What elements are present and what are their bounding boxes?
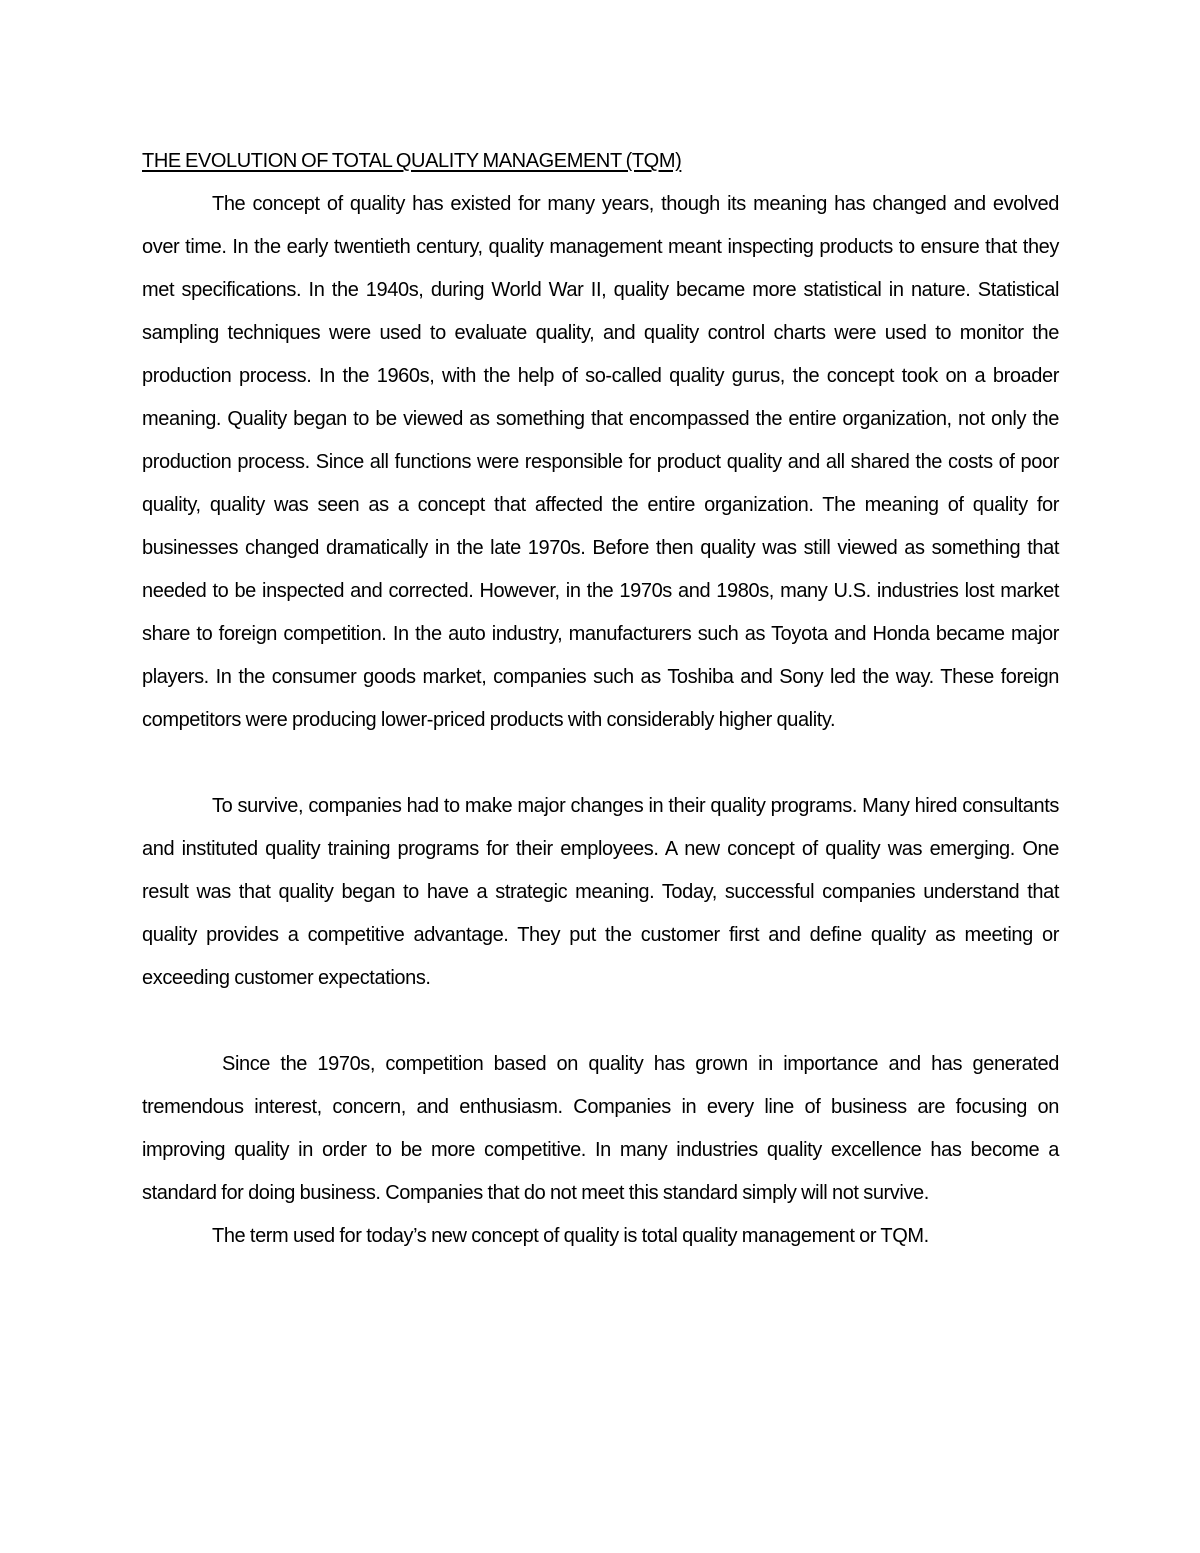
- document-title: THE EVOLUTION OF TOTAL QUALITY MANAGEMENT (TQM): [142, 150, 682, 172]
- document-body: [142, 140, 1059, 1258]
- paragraph-tqm-definition: The term used for today’s new concept of quality is total quality management or TQM.: [212, 1225, 929, 1247]
- paragraph-survival: To survive, companies had to make major changes in their quality programs. Many hired consultants and instituted quality training programs for their employees. A new concept of quality was emerging. One result was that quality began to have a strategic meaning. Today, successful companies understand that quality provides a competitive advantage. They put the customer first and define quality as meeting or exceeding customer expectations.: [142, 795, 1059, 989]
- paragraph-competition: Since the 1970s, competition based on quality has grown in importance and has generated tremendous interest, concern, and enthusiasm. Companies in every line of business are focusing on improving quality in order to be more competitive. In many industries quality excellence has become a standard for doing business. Companies that do not meet this standard simply will not survive.: [142, 1053, 1059, 1204]
- paragraph-history: The concept of quality has existed for many years, though its meaning has changed and evolved over time. In the early twentieth century, quality management meant inspecting products to ensure that they met specifications. In the 1940s, during World War II, quality became more statistical in nature. Statistical sampling techniques were used to evaluate quality, and quality control charts were used to monitor the production process. In the 1960s, with the help of so-called quality gurus, the concept took on a broader meaning. Quality began to be viewed as something that encompassed the entire organization, not only the production process. Since all functions were responsible for product quality and all shared the costs of poor quality, quality was seen as a concept that affected the entire organization. The meaning of quality for businesses changed dramatically in the late 1970s. Before then quality was still viewed as something that needed to be inspected and corrected. However, in the 1970s and 1980s, many U.S. industries lost market share to foreign competition. In the auto industry, manufacturers such as Toyota and Honda became major players. In the consumer goods market, companies such as Toshiba and Sony led the way. These foreign competitors were producing lower-priced products with considerably higher quality.: [142, 193, 1059, 731]
